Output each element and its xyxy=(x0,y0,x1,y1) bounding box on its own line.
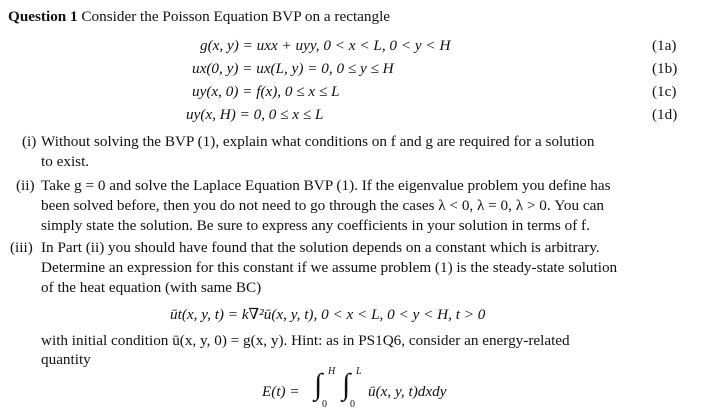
energy-integrand: ū(x, y, t)dxdy xyxy=(368,383,447,400)
outer-upper-limit: H xyxy=(328,366,336,377)
equation-1c: uy(x, 0) = f(x), 0 ≤ x ≤ L xyxy=(192,83,340,100)
outer-lower-limit: 0 xyxy=(322,399,327,410)
inner-lower-limit: 0 xyxy=(350,399,355,410)
part-iii-after-line-2: quantity xyxy=(41,351,91,368)
equation-tag-1a: (1a) xyxy=(652,37,677,54)
heat-equation: ūt(x, y, t) = k∇²ū(x, y, t), 0 < x < L, 0 < y < H, t > 0 xyxy=(170,306,486,323)
question-header xyxy=(8,8,390,26)
equation-tag-1d: (1d) xyxy=(652,106,678,123)
equation-tag-1b: (1b) xyxy=(652,60,678,77)
part-i-number: (i) xyxy=(22,133,37,150)
equation-1d: uy(x, H) = 0, 0 ≤ x ≤ L xyxy=(186,106,324,123)
part-i-line-1: Without solving the BVP (1), explain what conditions on f and g are required for a solution xyxy=(41,133,595,150)
part-ii-number: (ii) xyxy=(16,177,35,194)
inner-integral-sign: ∫ xyxy=(342,368,351,401)
part-iii-number: (iii) xyxy=(10,239,33,256)
part-ii-line-2: been solved before, then you do not need to go through the cases λ < 0, λ = 0, λ > 0. You can xyxy=(41,197,604,214)
outer-integral-sign: ∫ xyxy=(314,368,323,401)
part-ii-line-3: simply state the solution. Be sure to express any coefficients in your solution in terms of f. xyxy=(41,217,590,234)
part-iii-after-line-1: with initial condition ū(x, y, 0) = g(x, y). Hint: as in PS1Q6, consider an energy-related xyxy=(41,332,570,349)
part-iii-line-1: In Part (ii) you should have found that the solution depends on a constant which is arbitrary. xyxy=(41,239,600,256)
part-iii-line-3: of the heat equation (with same BC) xyxy=(41,279,262,296)
equation-1a: g(x, y) = uxx + uyy, 0 < x < L, 0 < y < H xyxy=(200,37,451,54)
inner-upper-limit: L xyxy=(356,366,362,377)
energy-lhs: E(t) = xyxy=(262,383,300,400)
question-label: Question 1 xyxy=(8,8,78,25)
part-ii-line-1: Take g = 0 and solve the Laplace Equation BVP (1). If the eigenvalue problem you define has xyxy=(41,177,611,194)
part-i-line-2: to exist. xyxy=(41,153,90,170)
equation-tag-1c: (1c) xyxy=(652,83,677,100)
equation-1b: ux(0, y) = ux(L, y) = 0, 0 ≤ y ≤ H xyxy=(192,60,394,77)
question-intro: Consider the Poisson Equation BVP on a rectangle xyxy=(81,8,391,25)
part-iii-line-2: Determine an expression for this constant if we assume problem (1) is the steady-state solution xyxy=(41,259,618,276)
